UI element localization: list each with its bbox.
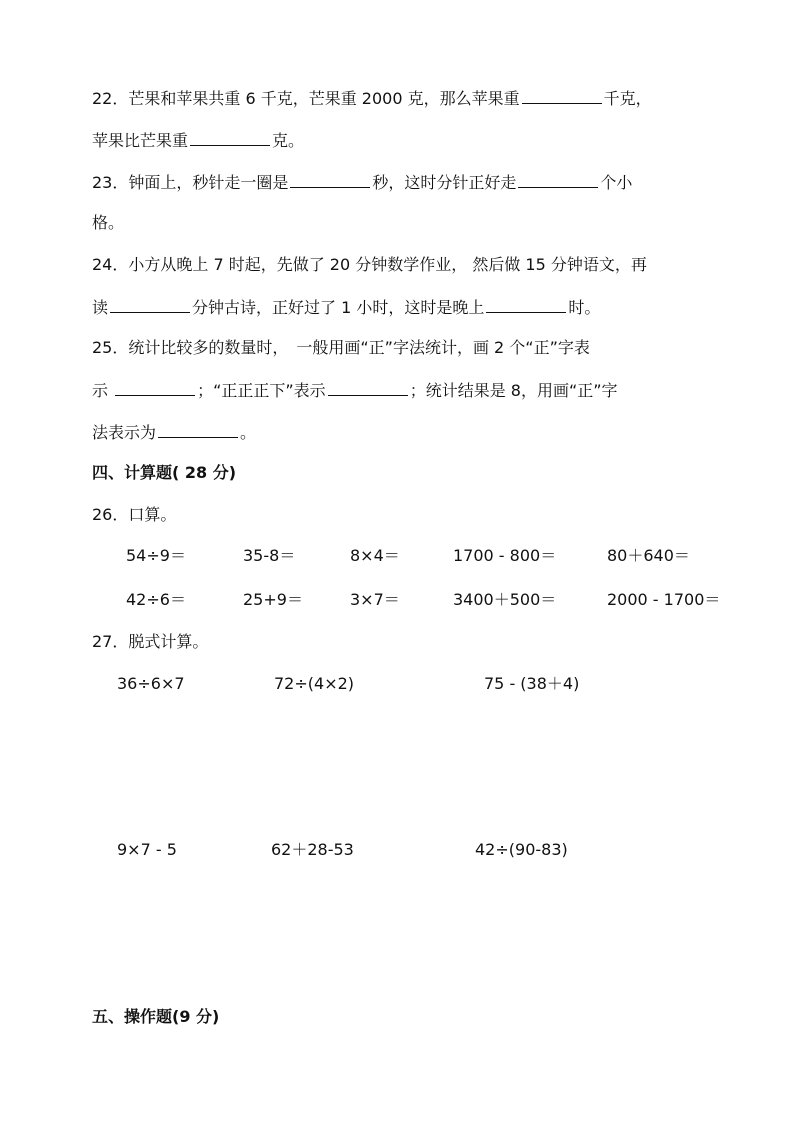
q24-text-b: 分钟古诗，正好过了 1 小时，这时是晚上 (192, 298, 485, 317)
question-25-line-2 (92, 380, 618, 401)
q22-text-b: 千克， (603, 89, 652, 108)
step-calc-item: 72÷(4×2) (274, 674, 355, 693)
question-23-line-1 (92, 172, 632, 193)
step-calc-item: 9×7 - 5 (117, 840, 177, 859)
answer-blank[interactable] (190, 130, 270, 146)
answer-blank[interactable] (115, 380, 195, 396)
oral-calc-item: 80＋640＝ (607, 546, 690, 565)
q23-text-b: 秒，这时分针正好走 (372, 173, 517, 192)
step-calc-item: 62＋28-53 (271, 840, 354, 859)
question-22-line-2 (92, 130, 304, 151)
question-24-line-1: 24．小方从晚上 7 时起，先做了 20 分钟数学作业， 然后做 15 分钟语文，再 (92, 255, 647, 274)
oral-calc-item: 54÷9＝ (126, 546, 186, 565)
section-4-heading: 四、计算题( 28 分) (92, 463, 237, 482)
q25-text-e: 。 (240, 423, 257, 442)
step-calc-item: 36÷6×7 (117, 674, 185, 693)
q22-text-c: 苹果比芒果重 (92, 131, 189, 150)
answer-blank[interactable] (290, 172, 370, 188)
question-24-line-2 (92, 297, 600, 318)
q24-text-c: 时。 (568, 298, 601, 317)
q22-text-a: 22．芒果和苹果共重 6 千克，芒果重 2000 克，那么苹果重 (92, 89, 520, 108)
answer-blank[interactable] (518, 172, 598, 188)
oral-calc-item: 3×7＝ (350, 590, 400, 609)
q23-text-c: 个小 (600, 173, 633, 192)
answer-blank[interactable] (110, 297, 190, 313)
answer-blank[interactable] (158, 422, 238, 438)
question-25-line-1: 25．统计比较多的数量时， 一般用画“正”字法统计，画 2 个“正”字表 (92, 338, 590, 357)
q25-text-a: 示 (92, 381, 114, 400)
q23-text-d: 格。 (92, 213, 125, 232)
question-22-line-1 (92, 88, 652, 109)
answer-blank[interactable] (522, 88, 602, 104)
q23-text-a: 23．钟面上，秒针走一圈是 (92, 173, 289, 192)
q22-text-d: 克。 (272, 131, 305, 150)
q24-text-a: 读 (92, 298, 109, 317)
step-calc-item: 42÷(90-83) (475, 840, 568, 859)
oral-calc-item: 1700 - 800＝ (453, 546, 557, 565)
oral-calc-item: 25+9＝ (243, 590, 303, 609)
oral-calc-item: 3400＋500＝ (453, 590, 557, 609)
answer-blank[interactable] (328, 380, 408, 396)
question-23-line-2 (92, 213, 124, 233)
section-5-heading: 五、操作题(9 分) (92, 1007, 220, 1026)
oral-calc-item: 8×4＝ (350, 546, 400, 565)
q25-text-b: ；“正正正下”表示 (197, 381, 326, 400)
oral-calc-item: 35-8＝ (243, 546, 296, 565)
question-25-line-3 (92, 422, 256, 443)
q25-text-c: ；统计结果是 8，用画“正”字 (409, 381, 618, 400)
question-26-title: 26．口算。 (92, 505, 177, 524)
step-calc-item: 75 - (38＋4) (484, 674, 580, 693)
question-27-title: 27．脱式计算。 (92, 632, 209, 651)
q25-text-d: 法表示为 (92, 423, 157, 442)
oral-calc-item: 2000 - 1700＝ (607, 590, 721, 609)
oral-calc-item: 42÷6＝ (126, 590, 186, 609)
answer-blank[interactable] (486, 297, 566, 313)
